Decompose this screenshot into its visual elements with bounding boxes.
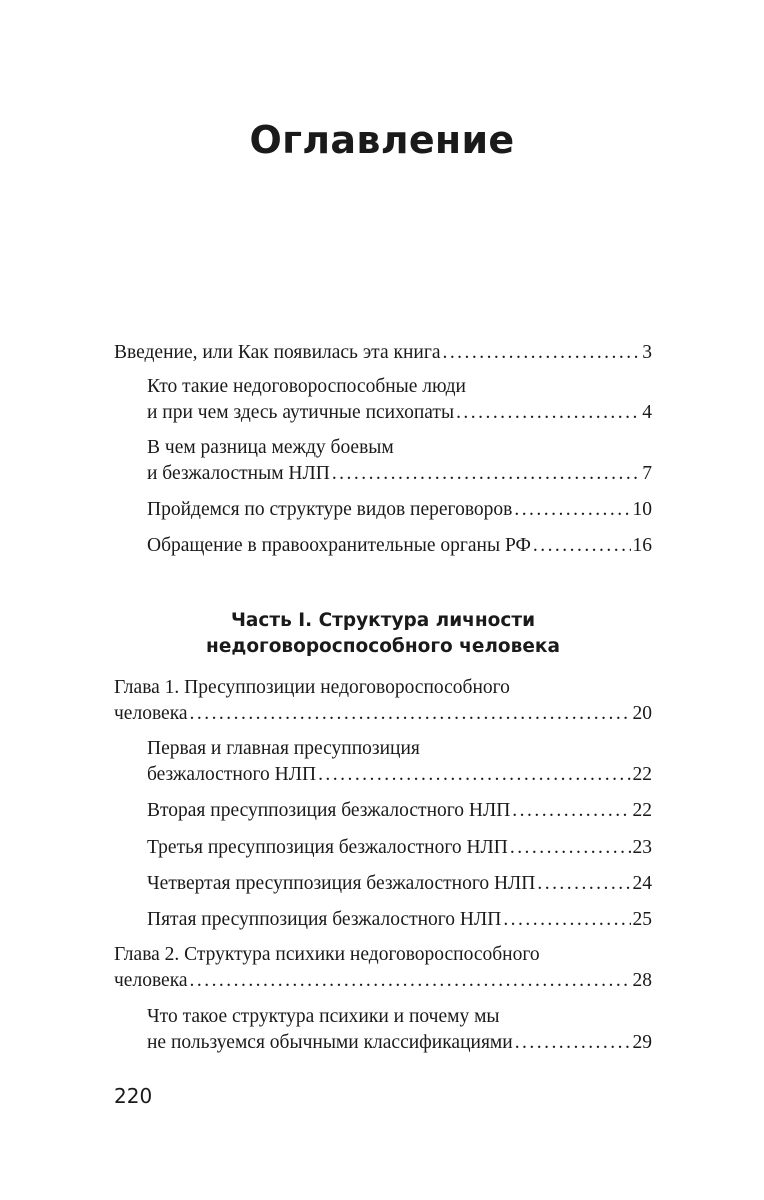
toc-entry-text: Глава 1. Пресуппозиции недоговороспособного — [114, 677, 510, 698]
toc-page-number: 22 — [632, 764, 652, 785]
toc-entry[interactable] — [147, 736, 652, 788]
dot-leader — [512, 798, 630, 824]
dot-leader — [515, 1030, 631, 1056]
toc-entry-text: Введение, или Как появилась эта книга — [114, 342, 441, 363]
dot-leader — [514, 497, 630, 523]
dot-leader — [318, 762, 630, 788]
toc-entry[interactable] — [147, 798, 652, 824]
part-heading-line-2: недоговороспособного человека — [206, 636, 560, 657]
toc-page-number: 22 — [632, 800, 652, 821]
toc-entry-text: человека — [114, 703, 188, 724]
toc-entry[interactable] — [114, 340, 652, 366]
toc-entry[interactable] — [147, 1004, 652, 1056]
toc-page-number: 20 — [632, 703, 652, 724]
toc-entry-text: В чем разница между боевым — [147, 437, 394, 458]
toc-page-number: 28 — [632, 970, 652, 991]
toc-entry-text: Обращение в правоохранительные органы РФ — [147, 535, 531, 556]
dot-leader — [442, 340, 640, 366]
toc-entry-text: Вторая пресуппозиция безжалостного НЛП — [147, 800, 511, 821]
toc-page-number: 29 — [632, 1032, 652, 1053]
toc-page-number: 4 — [642, 402, 652, 423]
dot-leader — [190, 968, 631, 994]
toc-entry-text: не пользуемся обычными классификациями — [147, 1032, 513, 1053]
toc-page-number: 7 — [642, 463, 652, 484]
toc-page-number: 16 — [632, 535, 652, 556]
toc-entry-text: безжалостного НЛП — [147, 764, 317, 785]
toc-entry-text: и безжалостным НЛП — [147, 463, 330, 484]
toc-page-number: 25 — [632, 909, 652, 930]
toc-page-number: 3 — [642, 342, 652, 363]
toc-entry[interactable] — [147, 435, 652, 487]
toc-entry-text: человека — [114, 970, 188, 991]
toc-page-number: 24 — [632, 873, 652, 894]
part-heading-line-1: Часть I. Структура личности — [230, 610, 536, 631]
toc-entry-text: Глава 2. Структура психики недоговороспособного — [114, 944, 540, 965]
toc-intro-section — [114, 340, 652, 559]
toc-entry-text: Кто такие недоговороспособные люди — [147, 376, 466, 397]
toc-entry-text: Четвертая пресуппозиция безжалостного НЛП — [147, 873, 536, 894]
toc-part1-section — [114, 675, 652, 1056]
page-title: Оглавление — [249, 118, 515, 162]
dot-leader — [537, 871, 630, 897]
toc-entry-text: Первая и главная пресуппозиция — [147, 738, 420, 759]
toc-entry-text: Пройдемся по структуре видов переговоров — [147, 499, 513, 520]
toc-entry[interactable] — [147, 907, 652, 933]
toc-entry-text: и при чем здесь аутичные психопаты — [147, 402, 455, 423]
toc-entry[interactable] — [114, 675, 652, 727]
dot-leader — [456, 400, 640, 426]
toc-page-number: 23 — [632, 837, 652, 858]
toc-entry-text: Пятая пресуппозиция безжалостного НЛП — [147, 909, 502, 930]
toc-entry[interactable] — [114, 942, 652, 994]
toc-entry[interactable] — [147, 871, 652, 897]
toc-entry[interactable] — [147, 835, 652, 861]
toc-entry[interactable] — [147, 374, 652, 426]
dot-leader — [190, 701, 631, 727]
toc-entry[interactable] — [147, 533, 652, 559]
dot-leader — [332, 461, 640, 487]
toc-entry-text: Третья пресуппозиция безжалостного НЛП — [147, 837, 508, 858]
dot-leader — [533, 533, 631, 559]
dot-leader — [503, 907, 630, 933]
toc-entry[interactable] — [147, 497, 652, 523]
part-heading — [114, 608, 652, 660]
toc-page-number: 10 — [632, 499, 652, 520]
toc-entry-text: Что такое структура психики и почему мы — [147, 1006, 500, 1027]
dot-leader — [510, 835, 631, 861]
page-number: 220 — [114, 1084, 153, 1108]
